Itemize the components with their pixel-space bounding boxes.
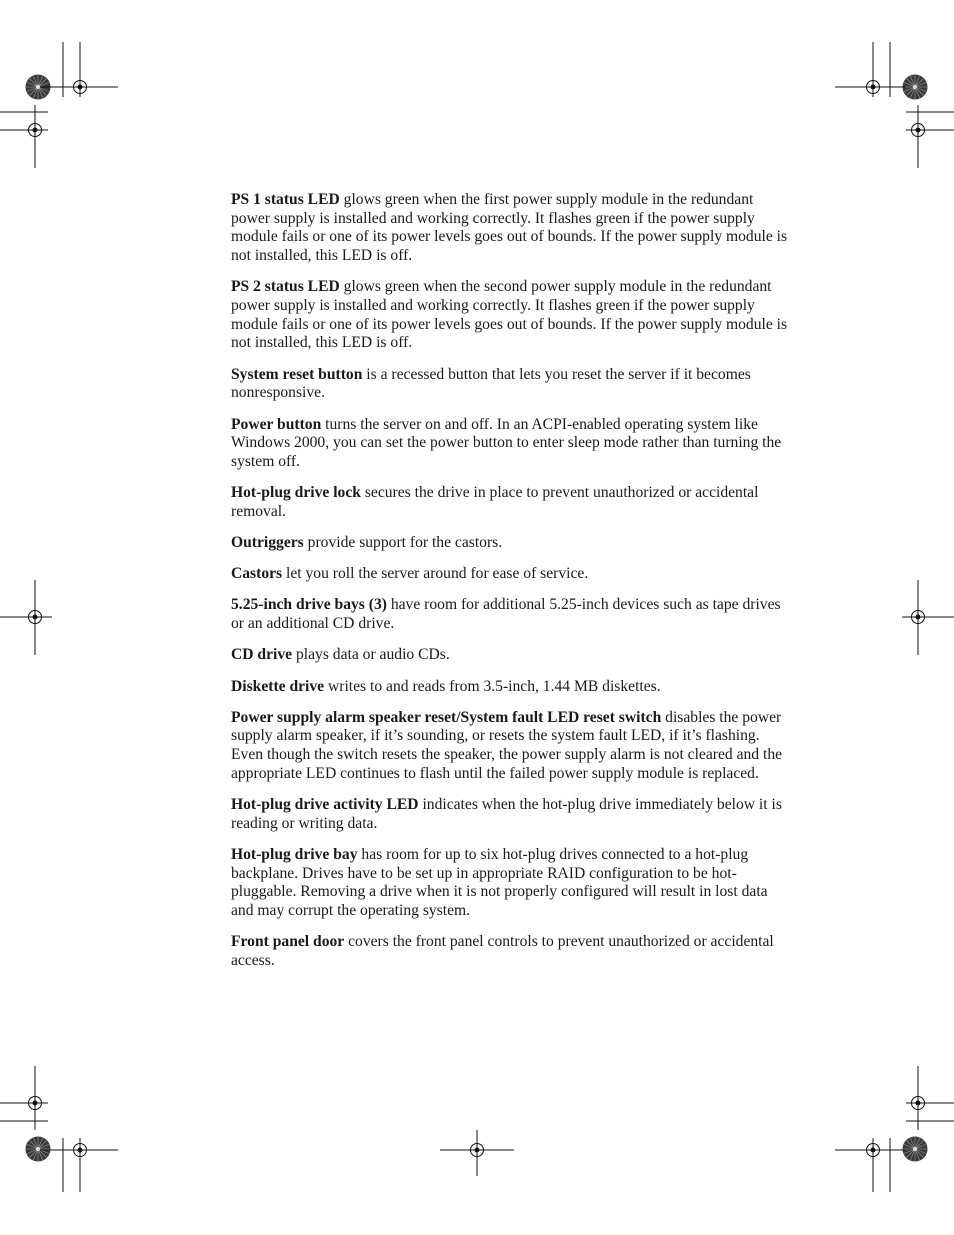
entry-ps2-status-led: [231, 278, 791, 353]
description: disables the power supply alarm speaker, if it’s sounding, or resets the system fault LED, if it’s flashing. Even though the switch resets the speaker, the power supply alarm is not cleared and the appropriate LED continues to flash until the failed power supply module is replaced.: [231, 708, 783, 782]
entry-power-button: [231, 416, 791, 472]
description: provide support for the castors.: [303, 534, 503, 552]
entry-cd-drive: [231, 646, 791, 665]
component-description-list: [231, 191, 791, 983]
entry-diskette-drive: [231, 678, 791, 697]
entry-hot-plug-activity-led: [231, 796, 791, 833]
entry-ps1-status-led: [231, 191, 791, 266]
entry-system-reset-button: [231, 366, 791, 403]
term: 5.25-inch drive bays (3): [231, 596, 387, 614]
description: indicates when the hot-plug drive immediately below it is reading or writing data.: [231, 796, 782, 832]
entry-drive-bays: [231, 596, 791, 633]
description: let you roll the server around for ease of service.: [282, 565, 589, 583]
term: Front panel door: [231, 933, 345, 951]
term: Power supply alarm speaker reset/System fault LED reset switch: [231, 708, 662, 726]
term: System reset button: [231, 365, 363, 383]
entry-outriggers: [231, 534, 791, 553]
entry-front-panel-door: [231, 933, 791, 970]
term: Diskette drive: [231, 677, 325, 695]
term: Hot-plug drive bay: [231, 845, 358, 863]
term: PS 2 status LED: [231, 278, 340, 296]
description: have room for additional 5.25-inch devices such as tape drives or an additional CD drive.: [231, 596, 781, 633]
term: PS 1 status LED: [231, 191, 340, 208]
entry-hot-plug-drive-bay: [231, 846, 791, 921]
entry-alarm-reset-switch: [231, 709, 791, 784]
term: CD drive: [231, 646, 293, 664]
entry-hot-plug-drive-lock: [231, 484, 791, 521]
description: turns the server on and off. In an ACPI-enabled operating system like Windows 2000, you can set the power button to enter sleep mode rather than turning the system off.: [231, 415, 782, 470]
description: writes to and reads from 3.5-inch, 1.44 MB diskettes.: [324, 677, 661, 695]
description: glows green when the second power supply module in the redundant power supply is installed and working correctly. It flashes green if the power supply module fails or one of its power levels goes out of bounds. If the power supply module is not installed, this LED is off.: [231, 278, 788, 352]
description: plays data or audio CDs.: [292, 646, 450, 664]
description: has room for up to six hot-plug drives connected to a hot-plug backplane. Drives have to be set up in appropriate RAID configuration to be hot-pluggable. Removing a drive when it is not properly configured will result in lost data and may corrupt the operating system.: [231, 845, 768, 920]
term: Hot-plug drive activity LED: [231, 796, 419, 814]
description: is a recessed button that lets you reset the server if it becomes nonresponsive.: [231, 365, 751, 402]
description: covers the front panel controls to prevent unauthorized or accidental access.: [231, 933, 774, 969]
description: glows green when the first power supply module in the redundant power supply is installed and working correctly. It flashes green if the power supply module fails or one of its power levels goes out of bounds. If the power supply module is not installed, this LED is off.: [231, 191, 788, 265]
term: Outriggers: [231, 534, 304, 552]
entry-castors: [231, 565, 791, 584]
term: Hot-plug drive lock: [231, 484, 361, 502]
term: Castors: [231, 565, 283, 583]
term: Power button: [231, 415, 322, 433]
description: secures the drive in place to prevent unauthorized or accidental removal.: [231, 484, 759, 520]
